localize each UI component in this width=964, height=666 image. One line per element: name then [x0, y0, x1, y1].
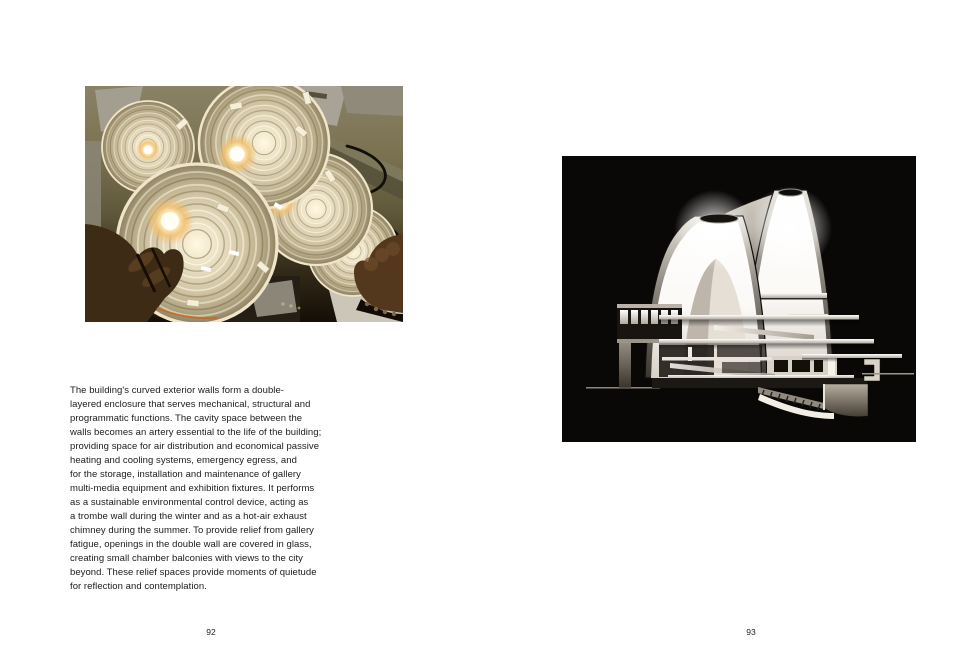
building-section-rendering — [562, 156, 916, 442]
study-model-photo — [85, 86, 403, 322]
body-paragraph — [70, 384, 322, 594]
page-number-right: 93 — [746, 627, 756, 637]
body-line: a trombe wall during the winter and as a hot-air exhaust — [70, 511, 307, 522]
body-line: fatigue, openings in the double wall are covered in glass, — [70, 539, 312, 550]
body-line: creating small chamber balconies with views to the city — [70, 553, 303, 564]
body-line: providing space for air distribution and economical passive — [70, 441, 320, 452]
body-line: beyond. These relief spaces provide moments of quietude — [70, 567, 317, 578]
body-line: walls becomes an artery essential to the life of the building; — [70, 427, 322, 438]
body-line: The building's curved exterior walls form a double- — [70, 385, 284, 396]
section-figure-svg — [562, 156, 916, 442]
body-line: heating and cooling systems, emergency egress, and — [70, 455, 297, 466]
body-line: for reflection and contemplation. — [70, 581, 207, 592]
study-model-photo-svg — [85, 86, 403, 322]
body-line: as a sustainable environmental control device, acting as — [70, 497, 309, 508]
body-line: for the storage, installation and maintenance of gallery — [70, 469, 301, 480]
oculus-left — [700, 214, 738, 223]
body-line: multi-media equipment and exhibition fixtures. It performs — [70, 483, 315, 494]
body-line: layered enclosure that serves mechanical, structural and — [70, 399, 311, 410]
body-line: programmatic functions. The cavity space between the — [70, 413, 303, 424]
oculus-right — [779, 189, 803, 196]
page-number-left: 92 — [206, 627, 216, 637]
body-line: chimney during the summer. To provide relief from gallery — [70, 525, 314, 536]
